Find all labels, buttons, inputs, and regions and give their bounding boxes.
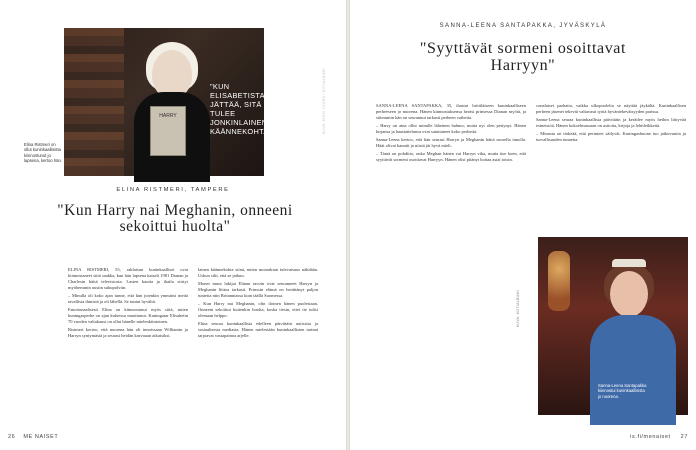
page-number-left: 26	[8, 434, 16, 440]
text-column-1	[376, 103, 526, 165]
right-page	[350, 0, 696, 450]
headline-right: "Syyttävät sormeni osoittavat Harryyn"	[419, 40, 627, 74]
photo-caption-left: Elina Ristmeri on ollut kuninkaallisista kiinnostunut jo lapsena, kertoo hän.	[24, 142, 62, 164]
folio-right	[630, 434, 688, 440]
pull-quote-left: "KUN ELISABETISTA AIKA JÄTTÄÄ, SITÄ TULEE JONKINLAINEN KÄÄNNEKOHTA."	[210, 82, 284, 136]
byline-left: ELINA RISTMERI, TAMPERE	[116, 187, 230, 193]
paragraph: Sanna-Leena kertoo, että hän seurasi Harryn ja Meghanin häitä suurella innolla. Häät olivat kauniit ja niistä jäi hyvä mieli.	[376, 137, 526, 148]
paragraph: Sanna-Leena seuraa kuninkaallisia päivittäin ja keräilee myös heihin liittyvää esineistöä. Hänen kokoelmassaan on astioita, kirjoja ja lehtileikkeitä.	[536, 117, 686, 128]
photo-caption-right: Sanna-Leena Santapakka kiinnostui kuninkaallisista jo nuorena.	[598, 383, 647, 399]
text-column-2	[536, 103, 686, 165]
paragraph: – Kun Harry nai Meghanin, olin iloinen hänen puolestaan. Onneeni sekoittui kuitenkin huolta, koska tiesin, ettei tie tulisi olemaan helppo.	[198, 301, 318, 318]
magazine-url: is.fi/menaiset	[630, 434, 671, 440]
magazine-name: ME NAISET	[23, 434, 59, 440]
paragraph: Emotionaalisesti Elina on kiinnostunut myös siitä, miten kuningasperhe on ajan kuluessa muuttunut. Kuningatar Elisabetin 70 vuoden valtakausi on ollut hänelle mielenkiintoinen.	[68, 307, 188, 324]
text-column-1	[68, 267, 188, 341]
paragraph: Monet muut lukijat Elinan tavoin ovat seuranneet Harryn ja Meghanin liittoa tarkasti. Prinssin elämä on herättänyt paljon tunteita niin Britanniassa kuin täällä Suomessa.	[198, 281, 318, 298]
text-column-2	[198, 267, 318, 341]
held-book	[150, 106, 186, 156]
paragraph: – Minulla oli koko ajan tunne, että hän jotenkin ymmärsi meitä tavallisia ihmisiä ja oli lähellä. Se tuntui hyvältä.	[68, 293, 188, 304]
paragraph: – Tämä on pohditto, onko Meghan hänen vai Harryn vika, mutta itse koen, että syyttävät sormeni osoittavat Harryyn. Hänen olisi pitänyt hoitaa asiat toisin.	[376, 151, 526, 162]
page-number-right: 27	[680, 434, 688, 440]
paragraph: lainen käännekohta siinä, miten monarkian tulevaisuus nähdään. Uskon silti, että se jatkuu.	[198, 267, 318, 278]
paragraph: – Harry on aina ollut minulle läheinen hahmo, mutta nyt olen pettynyt. Hänen kirjansa ja haastattelunsa ovat satuttaneet koko perhettä.	[376, 123, 526, 134]
article-body-right	[376, 103, 690, 165]
paragraph: SANNA-LEENA SANTAPAKKA, 35, ihastui brittiläiseen kuninkaalliseen perheeseen jo nuorena. Hänen kiinnostuksensa heräsi prinsessa Dianan myötä, ja sittemmin hän on seurannut tarkasti perheen vaiheita.	[376, 103, 526, 120]
tiara	[612, 259, 646, 267]
folio-left	[8, 434, 58, 440]
paragraph: ELINA RISTMERI, 55, raklaisun kuninkaalliset ovat kiinnostaneet siitä saakka, kun hän lapsena katseli 1981 Dianan ja Charlesin häitä televisiosta. Lasten kautta ja ihailu siirtyi myöhemmin uusiin sukupolviin.	[68, 267, 188, 290]
photo-credit-right: KUVA: KOTIALBUMI	[516, 290, 520, 328]
article-body-left	[68, 267, 318, 341]
book-title: HARRY	[159, 113, 177, 119]
photo-credit-left: KUVA: KIRSI TUURA / KOTIALBUMI	[322, 68, 326, 135]
paragraph: – Minusta on tärkeää, että perinteet säilyvät. Kuningashuone tuo jatkuvuutta ja turvallisuuden tunnetta.	[536, 131, 686, 142]
headline-left: "Kun Harry nai Meghanin, onneeni sekoittui huolta"	[57, 202, 293, 235]
paragraph: conalaiset parhaita, vaikka ulkopuolelta se näyttää jäykältä. Kuninkaallisen perheen jäsenet tekevät valtavasti työtä hyväntekeväisyyden parissa.	[536, 103, 686, 114]
byline-right: SANNA-LEENA SANTAPAKKA, JYVÄSKYLÄ	[439, 23, 607, 29]
paragraph: Ristmeri kertoo, että nuorena hän oli innoissaan Williamin ja Harryn syntymästä ja seurasi heidän kasvuaan aikuisiksi.	[68, 327, 188, 338]
paragraph: Elina seuraa kuninkaallisia edelleen päivittäin uutisista ja sosiaalisesta mediasta. Hänen mielestään kuninkaallisten tarinat tarjoavat vastapainoa arjelle.	[198, 321, 318, 338]
left-page	[0, 0, 346, 450]
